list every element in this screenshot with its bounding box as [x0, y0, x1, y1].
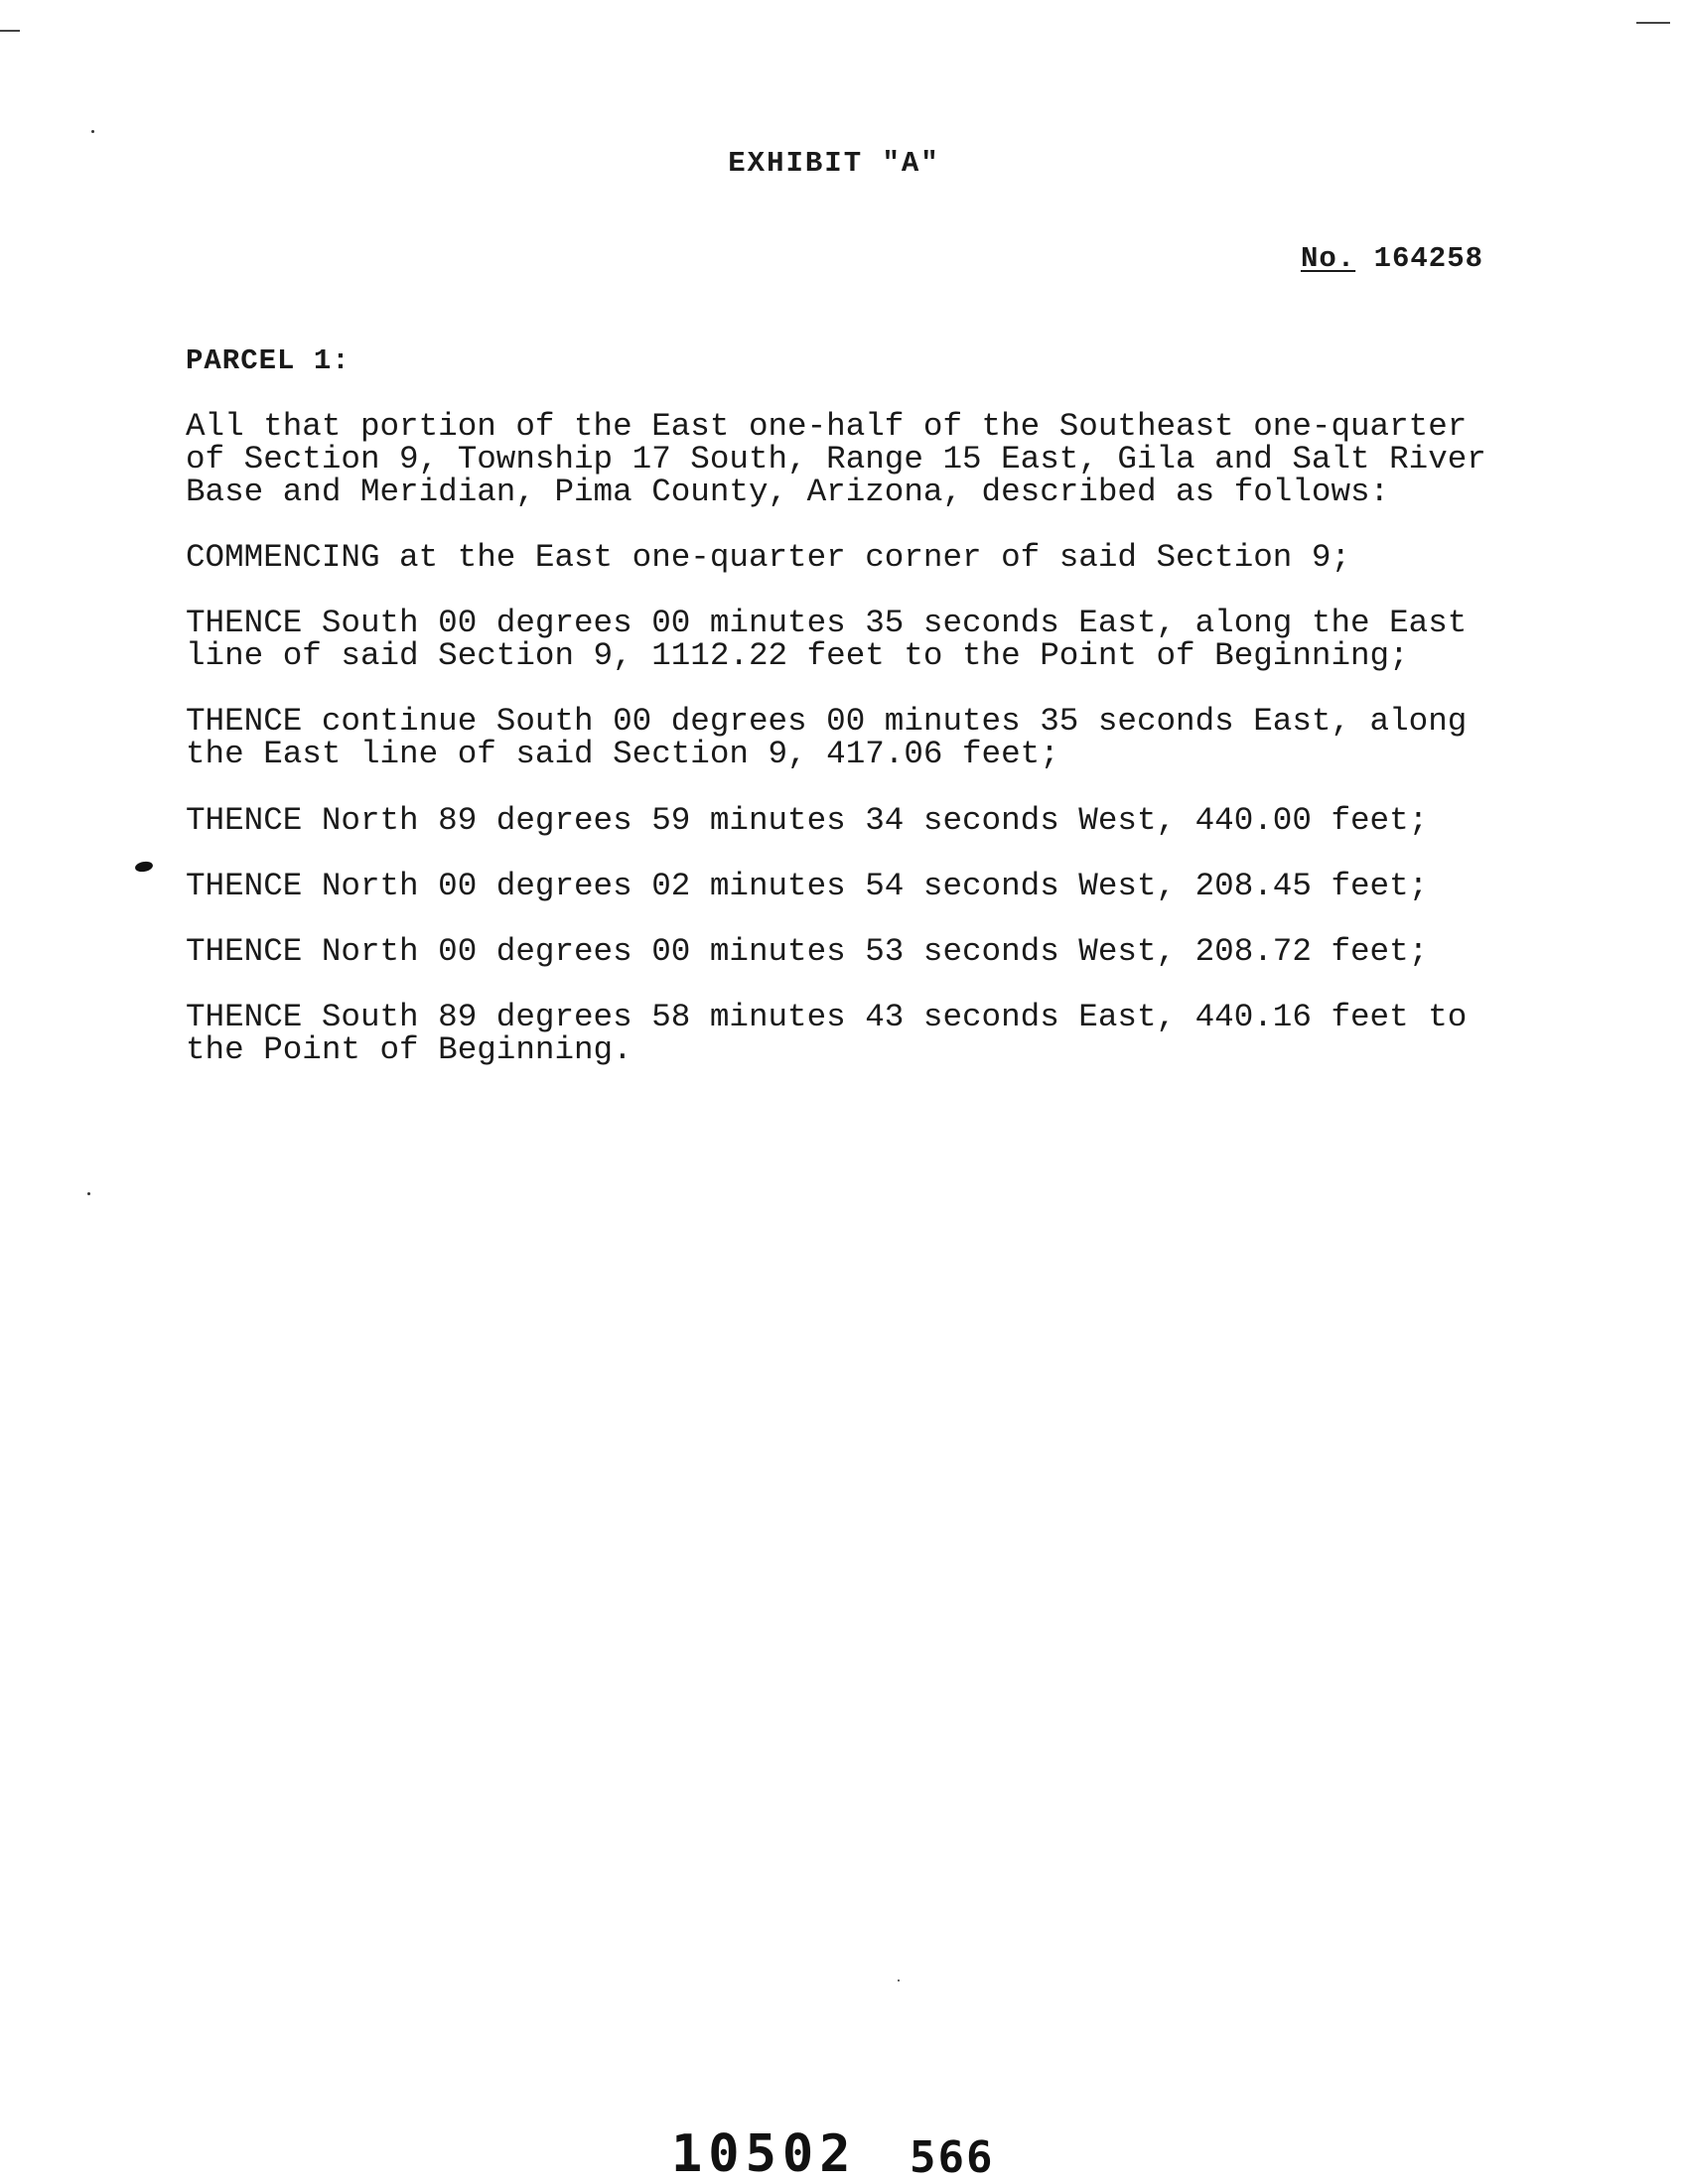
parcel-heading: PARCEL 1:	[186, 344, 351, 377]
document-number	[1283, 242, 1483, 275]
legal-description-paragraph: THENCE North 00 degrees 02 minutes 54 seconds West, 208.45 feet;	[186, 868, 1429, 904]
scan-speck	[91, 130, 94, 133]
document-number-value: 164258	[1373, 242, 1483, 275]
legal-description-paragraph: THENCE North 89 degrees 59 minutes 34 seconds West, 440.00 feet;	[186, 802, 1429, 839]
legal-description-paragraph: All that portion of the East one-half of the Southeast one-quarter of Section 9, Township 17 South, Range 15 East, Gila and Salt River Base and Meridian, Pima County, Arizona, described as follows:	[186, 408, 1486, 510]
legal-description-paragraph: THENCE South 00 degrees 00 minutes 35 seconds East, along the East line of said Section 9, 1112.22 feet to the Point of Beginning;	[186, 605, 1468, 674]
scan-speck	[898, 1979, 900, 1981]
legal-description-paragraph: COMMENCING at the East one-quarter corner of said Section 9;	[186, 539, 1351, 576]
exhibit-title: EXHIBIT "A"	[728, 147, 940, 180]
recording-book-number: 10502	[671, 2124, 857, 2184]
scan-edge-mark	[1636, 22, 1670, 24]
scan-speck	[87, 1192, 90, 1195]
legal-description-paragraph: THENCE North 00 degrees 00 minutes 53 seconds West, 208.72 feet;	[186, 933, 1429, 970]
recording-page-number: 566	[910, 2132, 995, 2183]
document-number-label: No.	[1300, 242, 1356, 275]
legal-description-paragraph: THENCE continue South 00 degrees 00 minutes 35 seconds East, along the East line of said Section 9, 417.06 feet;	[186, 703, 1468, 772]
legal-description-paragraph: THENCE South 89 degrees 58 minutes 43 seconds East, 440.16 feet to the Point of Beginning.	[186, 999, 1468, 1068]
ink-blot	[134, 861, 153, 874]
scan-edge-mark	[0, 30, 20, 32]
